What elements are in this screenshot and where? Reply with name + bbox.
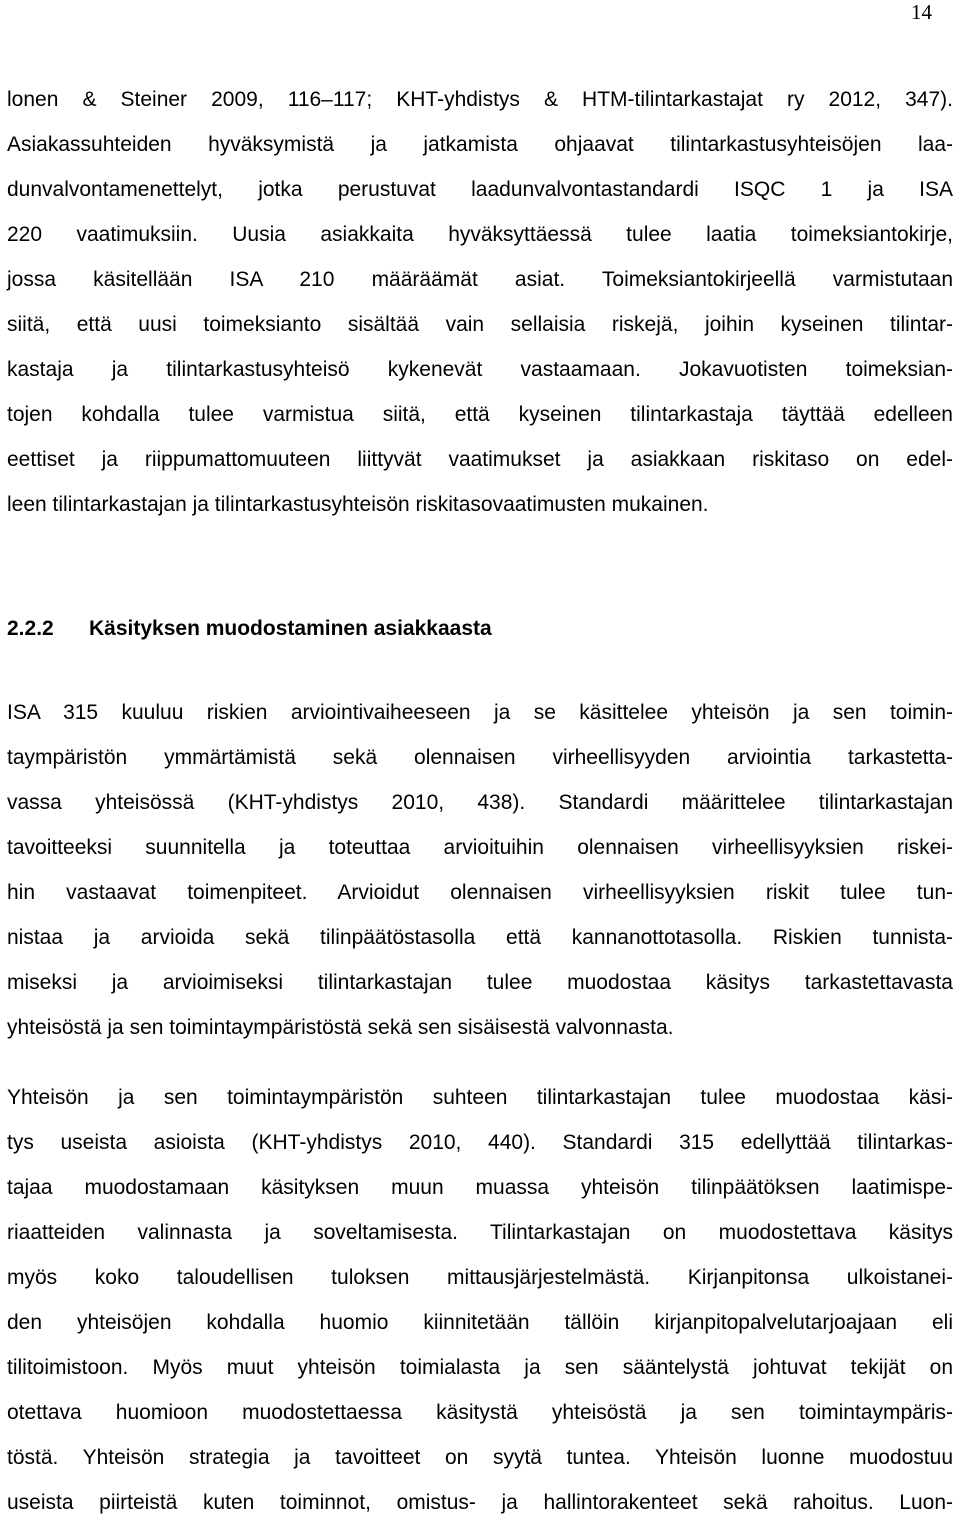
section-heading	[7, 617, 492, 641]
paragraph-2-line: hin vastaavat toimenpiteet. Arvioidut olennaisen virheellisyyksien riskit tulee tun-	[7, 881, 953, 904]
paragraph-1-line: eettiset ja riippumattomuuteen liittyvät vaatimukset ja asiakkaan riskitaso on edel-	[7, 448, 953, 471]
paragraph-1-line: jossa käsitellään ISA 210 määräämät asiat. Toimeksiantokirjeellä varmistutaan	[7, 268, 953, 291]
paragraph-1-line: kastaja ja tilintarkastusyhteisö kykenevät vastaamaan. Jokavuotisten toimeksian-	[7, 358, 953, 381]
paragraph-3-line: töstä. Yhteisön strategia ja tavoitteet on syytä tuntea. Yhteisön luonne muodostuu	[7, 1446, 953, 1469]
section-title: Käsityksen muodostaminen asiakkaasta	[89, 617, 492, 640]
paragraph-2-line: nistaa ja arvioida sekä tilinpäätöstasolla että kannanottotasolla. Riskien tunnista-	[7, 926, 953, 949]
paragraph-2-line: miseksi ja arvioimiseksi tilintarkastajan tulee muodostaa käsitys tarkastettavasta	[7, 971, 953, 994]
paragraph-3-line: tys useista asioista (KHT-yhdistys 2010, 440). Standardi 315 edellyttää tilintarkas-	[7, 1131, 953, 1154]
paragraph-3-line: riaatteiden valinnasta ja soveltamisesta. Tilintarkastajan on muodostettava käsitys	[7, 1221, 953, 1244]
paragraph-3-line: Yhteisön ja sen toimintaympäristön suhteen tilintarkastajan tulee muodostaa käsi-	[7, 1086, 953, 1109]
paragraph-1-line: tojen kohdalla tulee varmistua siitä, että kyseinen tilintarkastaja täyttää edelleen	[7, 403, 953, 426]
section-number: 2.2.2	[7, 617, 54, 640]
paragraph-3-line: den yhteisöjen kohdalla huomio kiinnitetään tällöin kirjanpitopalvelutarjoajaan eli	[7, 1311, 953, 1334]
paragraph-1-line: Asiakassuhteiden hyväksymistä ja jatkamista ohjaavat tilintarkastusyhteisöjen laa-	[7, 133, 953, 156]
paragraph-1-line: leen tilintarkastajan ja tilintarkastusyhteisön riskitasovaatimusten mukainen.	[7, 493, 709, 516]
paragraph-3-line: tajaa muodostamaan käsityksen muun muassa yhteisön tilinpäätöksen laatimispe-	[7, 1176, 953, 1199]
paragraph-2-line: yhteisöstä ja sen toimintaympäristöstä sekä sen sisäisestä valvonnasta.	[7, 1016, 674, 1039]
paragraph-2-line: tavoitteeksi suunnitella ja toteuttaa arvioituihin olennaisen virheellisyyksien riskei-	[7, 836, 953, 859]
paragraph-2-line: vassa yhteisössä (KHT-yhdistys 2010, 438). Standardi määrittelee tilintarkastajan	[7, 791, 953, 814]
page-number: 14	[911, 0, 932, 24]
paragraph-3-line: useista piirteistä kuten toiminnot, omistus- ja hallintorakenteet sekä rahoitus. Luon-	[7, 1491, 953, 1514]
paragraph-3-line: tilitoimistoon. Myös muut yhteisön toimialasta ja sen sääntelystä johtuvat tekijät on	[7, 1356, 953, 1379]
paragraph-2-line: taympäristön ymmärtämistä sekä olennaisen virheellisyyden arviointia tarkastetta-	[7, 746, 953, 769]
paragraph-1-line: 220 vaatimuksiin. Uusia asiakkaita hyväksyttäessä tulee laatia toimeksiantokirje,	[7, 223, 953, 246]
paragraph-3-line: otettava huomioon muodostettaessa käsitystä yhteisöstä ja sen toimintaympäris-	[7, 1401, 953, 1424]
paragraph-3-line: myös koko taloudellisen tuloksen mittausjärjestelmästä. Kirjanpitonsa ulkoistanei-	[7, 1266, 953, 1289]
paragraph-1-line: dunvalvontamenettelyt, jotka perustuvat laadunvalvontastandardi ISQC 1 ja ISA	[7, 178, 953, 201]
paragraph-1-line: lonen & Steiner 2009, 116–117; KHT-yhdistys & HTM-tilintarkastajat ry 2012, 347).	[7, 88, 953, 111]
paragraph-2-line: ISA 315 kuuluu riskien arviointivaiheeseen ja se käsittelee yhteisön ja sen toimin-	[7, 701, 953, 724]
paragraph-1-line: siitä, että uusi toimeksianto sisältää vain sellaisia riskejä, joihin kyseinen tilintar-	[7, 313, 953, 336]
